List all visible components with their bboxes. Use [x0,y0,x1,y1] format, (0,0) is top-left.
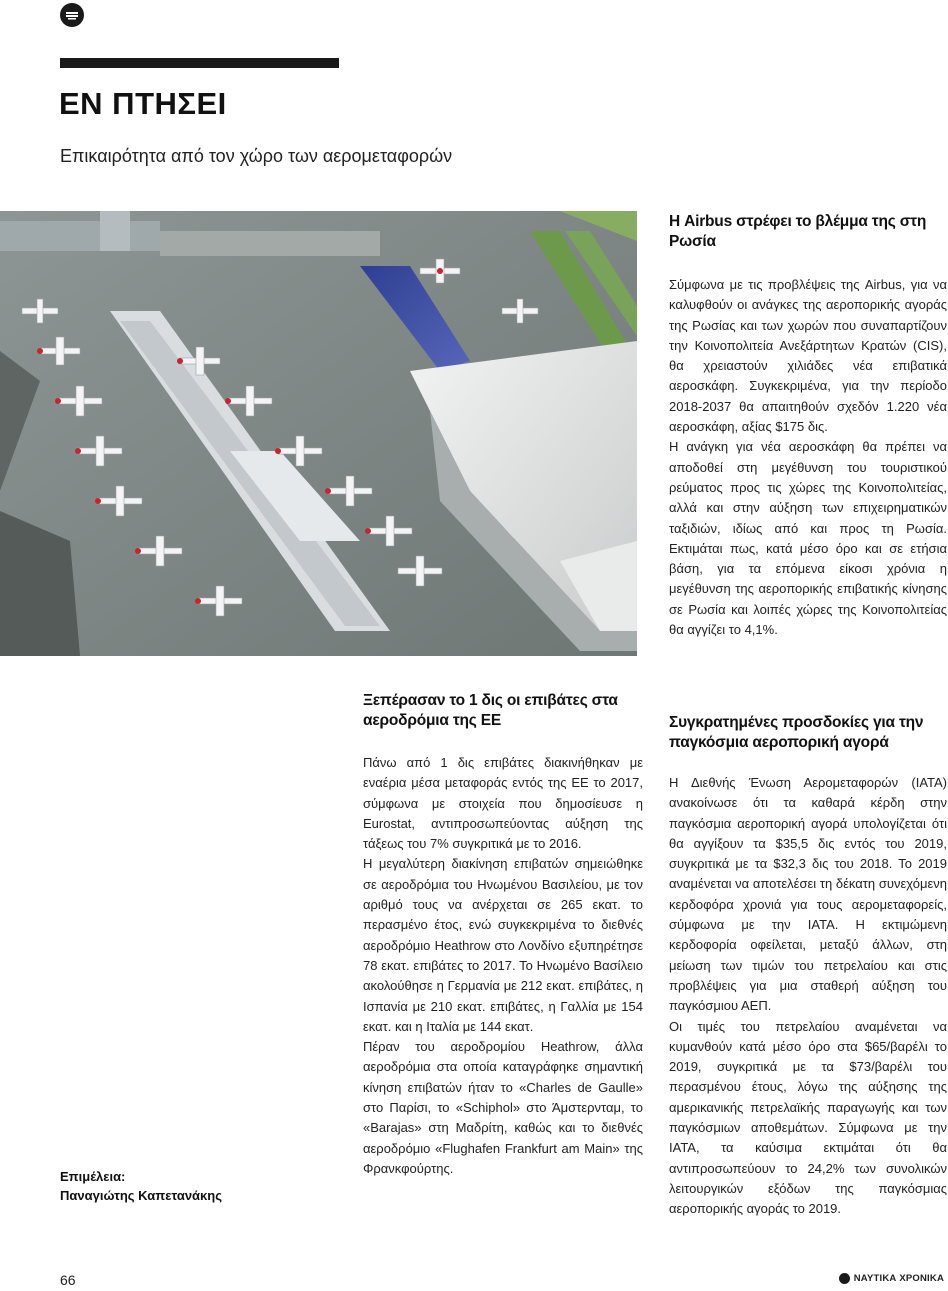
magazine-logo-icon [839,1273,850,1284]
article-airbus-paragraph: Η ανάγκη για νέα αεροσκάφη θα πρέπει να αποδοθεί στη μεγέθυνση του τουριστικού ρεύματος προς τις χώρες της Κοινοπολιτείας, αλλά και στην αύξηση των επιχειρηματικών ταξιδιών, ιδίως από και προς τη Ρωσία. Εκτιμάται πως, κατά μέσο όρο και σε ετήσια βάση, για τα επόμενα είκοσι χρόνια η μεγέθυνση της αεροπορικής επιβατικής κίνησης σε Ρωσία και λοιπές χώρες της Κοινοπολιτείας θα αγγίζει το 4,1%. [669,439,947,638]
section-rule [60,58,339,68]
magazine-footer [839,1273,944,1284]
article-eu-paragraph: Πάνω από 1 δις επιβάτες διακινήθηκαν με εναέρια μέσα μεταφοράς εντός της ΕΕ το 2017, σύμφωνα με στοιχεία που δημοσίευσε η Eurostat, αντιπροσωπεύοντας αύξηση της τάξεως του 7% συγκριτικά με το 2016. [363,755,643,852]
article-eu-body [363,753,643,1179]
article-airbus-body [669,275,947,640]
editor-name: Παναγιώτης Καπετανάκης [60,1188,222,1203]
article-iata-paragraph: Η Διεθνής Ένωση Αερομεταφορών (IATA) ανακοίνωσε ότι τα καθαρά κέρδη στην παγκόσμια αεροπορική αγορά υπολογίζεται ότι θα αγγίξουν τα $35,5 δις εντός του 2019, συγκριτικά με τα $32,3 δις του 2018. Το 2019 αναμένεται να αποτελέσει τη δέκατη συνεχόμενη κερδοφόρα χρονιά για τους αερομεταφορείς, σύμφωνα με την IATA. Η εκτιμώμενη κερδοφορία οφείλεται, μεταξύ άλλων, στη μείωση των τιμών του πετρελαίου και στις προβλέψεις για μια σταθερή αύξηση του παγκόσμιου ΑΕΠ. [669,775,947,1014]
article-iata-headline: Συγκρατημένες προσδοκίες για την παγκόσμια αεροπορική αγορά [669,714,924,751]
page-number: 66 [60,1272,76,1288]
article-airbus-headline: Η Airbus στρέφει το βλέμμα της στη Ρωσία [669,213,927,250]
article-iata-body [669,773,947,1220]
section-title: ΕΝ ΠΤΗΣΕΙ [59,86,227,121]
editor-label: Επιμέλεια: [60,1169,126,1184]
magazine-logo-icon [60,3,84,27]
article-eu-headline: Ξεπέρασαν το 1 δις οι επιβάτες στα αεροδρόμια της ΕΕ [363,692,618,729]
section-subtitle: Επικαιρότητα από τον χώρο των αερομεταφορών [60,146,453,166]
magazine-name: ΝΑΥΤΙΚΑ ΧΡΟΝΙΚΑ [853,1273,944,1284]
airport-aerial-photo [0,211,637,656]
article-eu-paragraph: Η μεγαλύτερη διακίνηση επιβατών σημειώθηκε σε αεροδρόμια του Ηνωμένου Βασιλείου, με τον αριθμό τους να ανέρχεται σε 265 εκατ. το περασμένο έτος, ενώ συγκεκριμένα το διεθνές αεροδρόμιο Heathrow στο Λονδίνο εξυπηρέτησε 78 εκατ. επιβάτες το 2017. Το Ηνωμένο Βασίλειο ακολούθησε η Γερμανία με 212 εκατ. επιβάτες, η Ισπανία με 210 εκατ. επιβάτες, η Γαλλία με 154 εκατ. και η Ιταλία με 144 εκατ. [363,856,643,1034]
article-eu-paragraph: Πέραν του αεροδρομίου Heathrow, άλλα αεροδρόμια στα οποία καταγράφηκε σημαντική κίνηση επιβατών ήταν το «Charles de Gaulle» στο Παρίσι, το «Schiphol» στο Άμστερνταμ, το «Barajas» στη Μαδρίτη, καθώς και το διεθνές αεροδρόμιο «Flughafen Frankfurt am Main» της Φρανκφούρτης. [363,1039,643,1176]
editor-credit [60,1167,222,1205]
article-airbus-paragraph: Σύμφωνα με τις προβλέψεις της Airbus, για να καλυφθούν οι ανάγκες της αεροπορικής αγοράς της Ρωσίας και των χωρών που συναπαρτίζουν την Κοινοπολιτεία Ανεξάρτητων Κρατών (CIS), θα χρειαστούν χιλιάδες νέα επιβατικά αεροσκάφη. Συγκεκριμένα, για την περίοδο 2018-2037 θα απαιτηθούν σχεδόν 1.220 νέα αεροσκάφη, αξίας $175 δις. [669,277,947,435]
article-iata-paragraph: Οι τιμές του πετρελαίου αναμένεται να κυμανθούν κατά μέσο όρο στα $65/βαρέλι το 2019, συγκριτικά με τα $73/βαρέλι του περασμένου έτους, λόγω της αύξησης της αμερικανικής πετρελαϊκής παραγωγής και των παγκόσμιων αποθεμάτων. Σύμφωνα με την IATA, τα καύσιμα εκτιμάται ότι θα αντιπροσωπεύουν το 24,2% των συνολικών λειτουργικών εξόδων της παγκόσμιας αεροπορικής αγοράς το 2019. [669,1018,947,1217]
